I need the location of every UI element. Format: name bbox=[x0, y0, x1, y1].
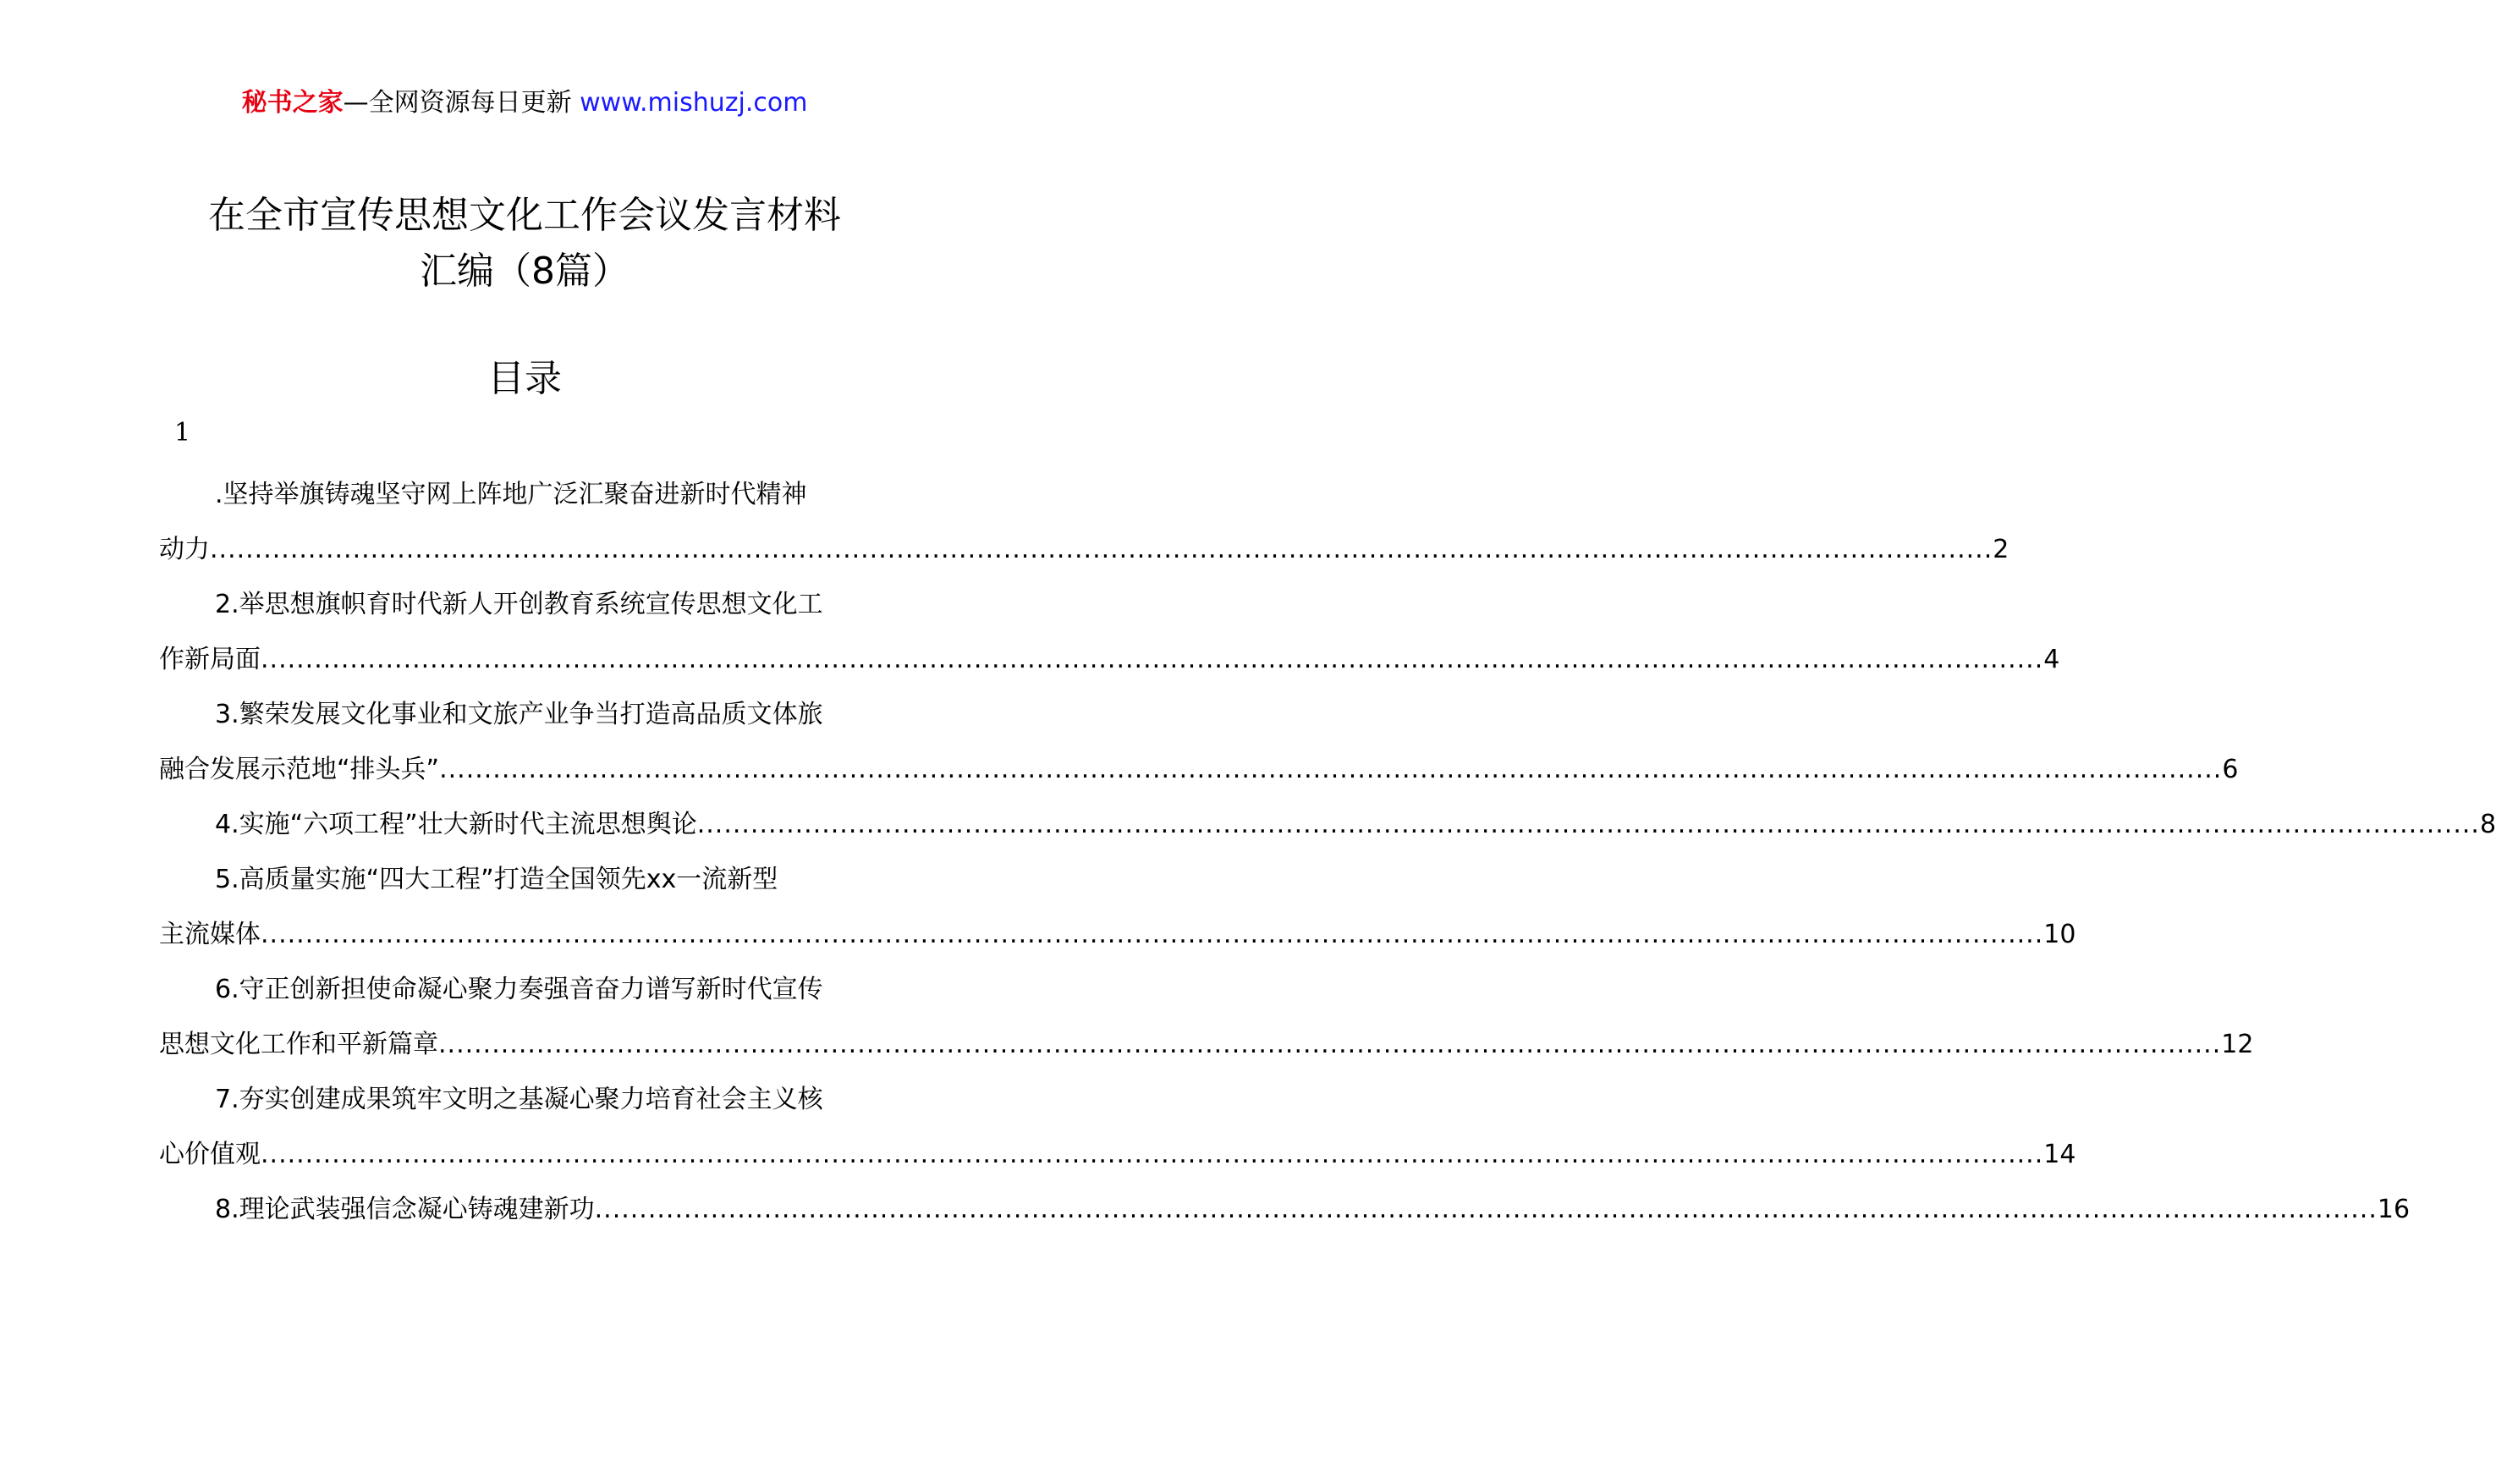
toc-first-number: 1 bbox=[174, 418, 191, 448]
table-of-contents bbox=[159, 467, 2496, 1237]
site-banner bbox=[0, 86, 1049, 120]
toc-leader-dots: ........................................................................................................................................................................................................ bbox=[261, 920, 2044, 949]
toc-page-number: 2 bbox=[1993, 535, 2009, 564]
toc-heading: 目录 bbox=[487, 357, 562, 400]
toc-entry-title-line-2: 思想文化工作和平新篇章 bbox=[159, 1030, 438, 1059]
toc-page-number: 8 bbox=[2479, 810, 2496, 839]
toc-entry-7[interactable] bbox=[159, 1072, 2076, 1182]
toc-leader-dots: ........................................................................................................................................................................................................ bbox=[438, 1030, 2222, 1059]
toc-entry-title-line-1: 6.守正创新担使命凝心聚力奏强音奋力谱写新时代宣传 bbox=[215, 975, 823, 1004]
brand-name: 秘书之家 bbox=[241, 88, 344, 118]
toc-entry-3[interactable] bbox=[159, 687, 2239, 797]
toc-entry-title-line-2: 融合发展示范地“排头兵” bbox=[159, 755, 440, 784]
toc-entry-title-line-1: 2.举思想旗帜育时代新人开创教育系统宣传思想文化工 bbox=[215, 590, 823, 619]
toc-leader-dots: ........................................................................................................................................................................................................ bbox=[261, 645, 2044, 674]
toc-entry-title-line-1: 3.繁荣发展文化事业和文旅产业争当打造高品质文体旅 bbox=[215, 700, 823, 729]
toc-page-number: 4 bbox=[2043, 645, 2060, 674]
toc-page-number: 14 bbox=[2043, 1140, 2076, 1169]
toc-page-number: 12 bbox=[2221, 1030, 2254, 1059]
toc-leader-dots: ........................................................................................................................................................................................................ bbox=[210, 535, 1993, 564]
toc-entry-title: 8.理论武装强信念凝心铸魂建新功 bbox=[215, 1195, 595, 1224]
site-url-link[interactable]: www.mishuzj.com bbox=[580, 88, 808, 118]
toc-entry-title-line-1: 5.高质量实施“四大工程”打造全国领先xx一流新型 bbox=[215, 865, 778, 894]
toc-entry-title-line-1: 7.夯实创建成果筑牢文明之基凝心聚力培育社会主义核 bbox=[215, 1085, 823, 1114]
toc-leader-dots: ........................................................................................................................................................................................................ bbox=[439, 755, 2223, 784]
banner-tagline: —全网资源每日更新 bbox=[343, 88, 572, 118]
toc-entry-title-line-2: 动力 bbox=[159, 535, 210, 564]
toc-entry-title-line-2: 心价值观 bbox=[159, 1140, 261, 1169]
toc-entry-8[interactable] bbox=[159, 1182, 2411, 1237]
toc-entry-title-line-2: 主流媒体 bbox=[159, 920, 261, 949]
toc-leader-dots: ........................................................................................................................................................................................................ bbox=[594, 1195, 2378, 1224]
toc-leader-dots: ........................................................................................................................................................................................................ bbox=[696, 810, 2480, 839]
toc-page-number: 16 bbox=[2377, 1195, 2411, 1224]
document-title bbox=[0, 188, 1049, 300]
toc-page-number: 10 bbox=[2043, 920, 2076, 949]
document-title-line-2: 汇编（8篇） bbox=[420, 250, 629, 293]
toc-entry-title-line-2: 作新局面 bbox=[159, 645, 261, 674]
toc-entry-2[interactable] bbox=[159, 577, 2060, 687]
toc-entry-4[interactable] bbox=[159, 797, 2496, 852]
toc-page-number: 6 bbox=[2222, 755, 2239, 784]
toc-leader-dots: ........................................................................................................................................................................................................ bbox=[261, 1140, 2044, 1169]
document-title-line-1: 在全市宣传思想文化工作会议发言材料 bbox=[208, 194, 841, 237]
toc-entry-title-line-1: .坚持举旗铸魂坚守网上阵地广泛汇聚奋进新时代精神 bbox=[215, 480, 807, 509]
toc-entry-5[interactable] bbox=[159, 852, 2076, 962]
toc-entry-1[interactable] bbox=[159, 467, 2009, 577]
toc-entry-title: 4.实施“六项工程”壮大新时代主流思想舆论 bbox=[215, 810, 697, 839]
toc-entry-6[interactable] bbox=[159, 962, 2254, 1072]
